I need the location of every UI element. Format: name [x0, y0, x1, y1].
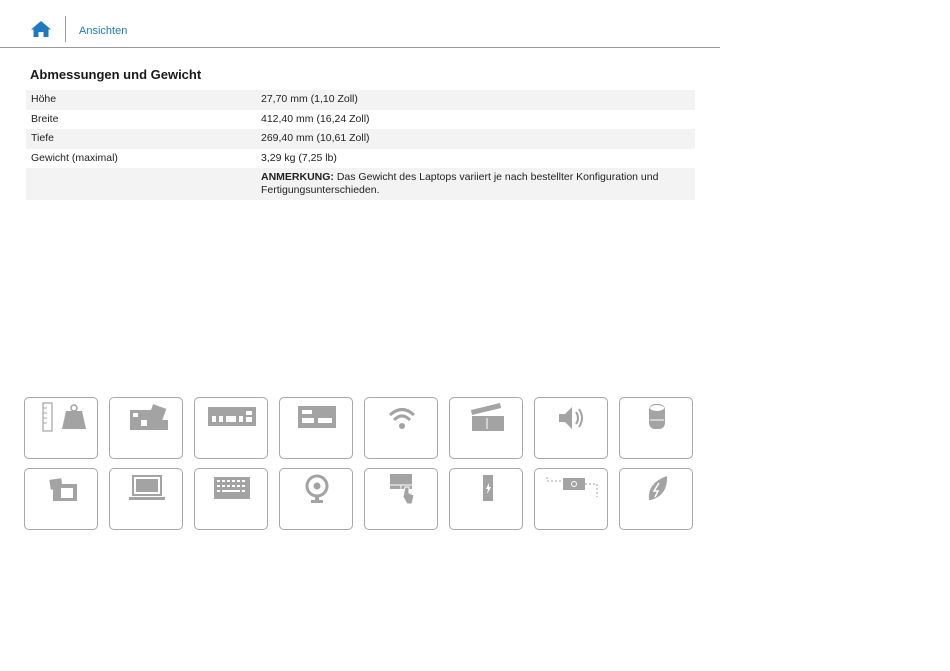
touchpad-icon[interactable] [364, 468, 438, 530]
note-cell [256, 168, 695, 200]
webcam-icon[interactable] [279, 468, 353, 530]
wifi-icon[interactable] [364, 397, 438, 459]
note-text: Das Gewicht des Laptops variiert je nach bestellter Konfiguration und Fertigungsunterschieden. [261, 171, 659, 197]
note-label: ANMERKUNG: [261, 171, 334, 184]
media-icon[interactable] [449, 397, 523, 459]
ports-icon[interactable] [194, 397, 268, 459]
row-value: 412,40 mm (16,24 Zoll) [261, 112, 370, 125]
motherboard-icon[interactable] [109, 397, 183, 459]
table-row [26, 149, 695, 169]
row-value: 269,40 mm (10,61 Zoll) [256, 129, 695, 149]
table-row [26, 110, 695, 130]
weight-icon[interactable] [24, 397, 98, 459]
row-label: Breite [31, 112, 59, 125]
dimensions-table [26, 90, 695, 200]
breadcrumb-divider [65, 16, 66, 42]
table-row [26, 90, 695, 110]
environment-icon[interactable] [619, 468, 693, 530]
card-reader-icon[interactable] [279, 397, 353, 459]
speaker-icon[interactable] [534, 397, 608, 459]
memory-card-icon[interactable] [24, 468, 98, 530]
power-adapter-icon[interactable] [534, 468, 608, 530]
laptop-display-icon[interactable] [109, 468, 183, 530]
breadcrumb-link-ansichten[interactable]: Ansichten [79, 25, 128, 37]
storage-drive-icon[interactable] [449, 468, 523, 530]
battery-icon[interactable] [619, 397, 693, 459]
note-row [26, 168, 695, 200]
row-label: Tiefe [26, 129, 256, 149]
keyboard-icon[interactable] [194, 468, 268, 530]
row-label: Gewicht (maximal) [31, 151, 118, 164]
note-empty-cell [26, 168, 256, 200]
row-value: 27,70 mm (1,10 Zoll) [256, 90, 695, 110]
table-row [26, 129, 695, 149]
row-label: Höhe [26, 90, 256, 110]
home-icon[interactable] [30, 20, 52, 38]
row-value: 3,29 kg (7,25 lb) [261, 151, 337, 164]
section-title: Abmessungen und Gewicht [30, 67, 202, 82]
top-navigation-bar [0, 0, 720, 48]
